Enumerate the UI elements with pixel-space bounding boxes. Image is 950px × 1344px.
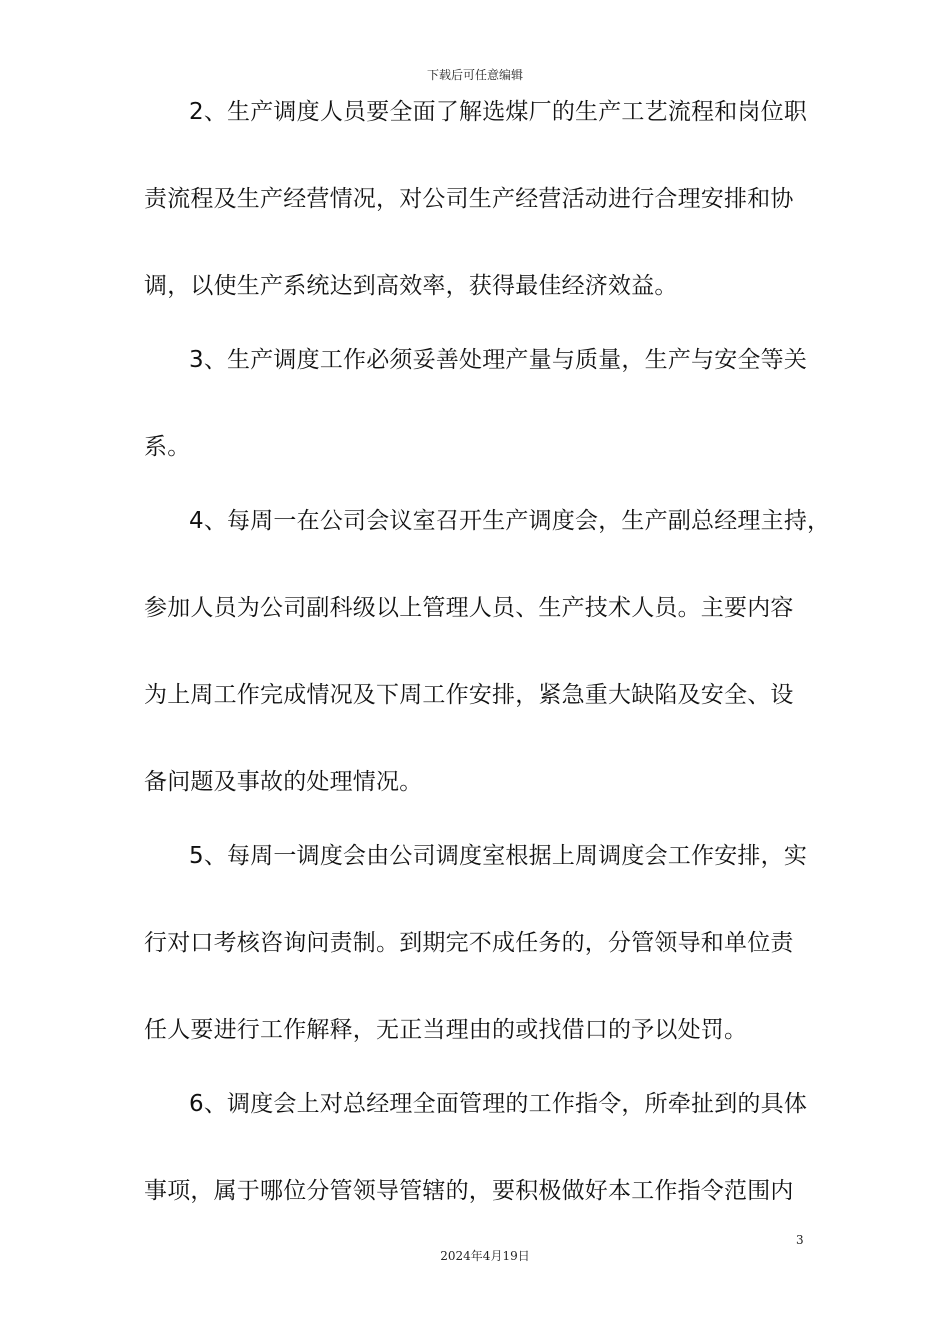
paragraph-6-line-2: 事项，属于哪位分管领导管辖的，要积极做好本工作指令范围内 <box>144 1178 794 1204</box>
paragraph-4-line-1: 4、每周一在公司会议室召开生产调度会，生产副总经理主持， <box>189 508 831 534</box>
paragraph-5-line-2: 行对口考核咨询问责制。到期完不成任务的，分管领导和单位责 <box>144 930 794 956</box>
paragraph-2-line-3: 调，以使生产系统达到高效率，获得最佳经济效益。 <box>144 273 678 299</box>
paragraph-6-line-1: 6、调度会上对总经理全面管理的工作指令，所牵扯到的具体 <box>189 1091 808 1117</box>
paragraph-3-line-1: 3、生产调度工作必须妥善处理产量与质量，生产与安全等关 <box>189 347 808 373</box>
paragraph-2-line-2: 责流程及生产经营情况，对公司生产经营活动进行合理安排和协 <box>144 186 794 212</box>
paragraph-3-line-2: 系。 <box>144 434 191 460</box>
paragraph-4-line-3: 为上周工作完成情况及下周工作安排，紧急重大缺陷及安全、设 <box>144 682 794 708</box>
paragraph-4-line-2: 参加人员为公司副科级以上管理人员、生产技术人员。主要内容 <box>144 595 794 621</box>
paragraph-4-line-4: 备问题及事故的处理情况。 <box>144 769 423 795</box>
footer-date: 2024年4月19日 <box>440 1249 530 1263</box>
page-number: 3 <box>796 1233 804 1247</box>
paragraph-5-line-3: 任人要进行工作解释，无正当理由的或找借口的予以处罚。 <box>144 1017 748 1043</box>
page-header: 下载后可任意编辑 <box>426 68 523 82</box>
paragraph-2-line-1: 2、生产调度人员要全面了解选煤厂的生产工艺流程和岗位职 <box>189 99 808 125</box>
paragraph-5-line-1: 5、每周一调度会由公司调度室根据上周调度会工作安排，实 <box>189 843 808 869</box>
